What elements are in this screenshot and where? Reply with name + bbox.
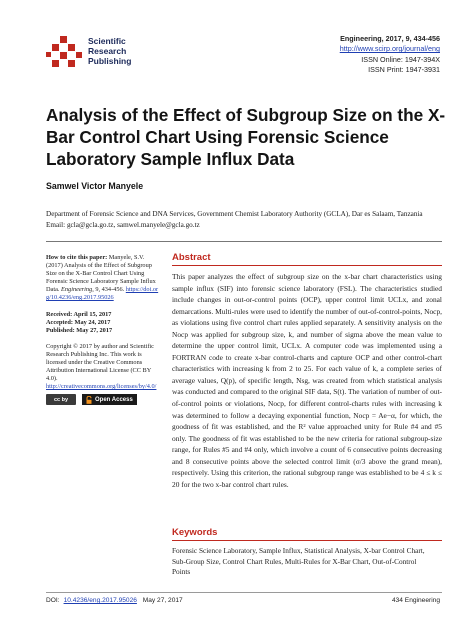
cc-by-license-icon[interactable]: cc by (46, 394, 76, 405)
copyright-notice: Copyright © 2017 by author and Scientific Research Publishing Inc. This work is licensed under the Creative Commons Attribution International License (CC BY 4.0). (46, 342, 154, 383)
open-access-badge: Open Access (82, 394, 137, 405)
abstract-heading: Abstract (172, 252, 211, 263)
author-name: Samwel Victor Manyele (46, 181, 144, 191)
author-email[interactable]: Email: gcla@gcla.go.tz, samwel.manyele@gcla.go.tz (46, 221, 200, 229)
abstract-body (172, 271, 442, 490)
keywords-heading: Keywords (172, 527, 218, 538)
page-footer (46, 597, 187, 604)
license-badges (46, 394, 160, 405)
footer-doi-link[interactable]: 10.4236/eng.2017.95026 (63, 597, 137, 604)
abstract-divider (172, 265, 442, 266)
citation-doi-link[interactable]: https://doi.org/10.4236/eng.2017.95026 (46, 286, 159, 302)
keywords-divider (172, 540, 442, 541)
publisher-name: Scientific Research Publishing (88, 36, 132, 66)
journal-meta (240, 34, 440, 76)
issn-online: ISSN Online: 1947-394X (361, 54, 440, 64)
divider (46, 241, 442, 242)
license-link[interactable]: http://creativecommons.org/licenses/by/4.0/ (46, 383, 157, 391)
received-date: Received: April 15, 2017 (46, 310, 112, 318)
accepted-date: Accepted: May 24, 2017 (46, 318, 111, 326)
journal-citation: Engineering, 2017, 9, 434-456 (340, 34, 440, 43)
citation-block: How to cite this paper: Manyele, S.V. (2017) Analysis of the Effect of Subgroup Size on the X-Bar Control Chart Using Forensic Science Laboratory Sample Influx Data. Engineering, 9, 434-456. https://doi.org/10.4236/eng.2017.95026 (46, 254, 159, 302)
issn-print: ISSN Print: 1947-3931 (368, 65, 440, 75)
doi-label: DOI: (46, 597, 60, 604)
footer-journal: Engineering (404, 597, 440, 604)
open-lock-icon (86, 396, 92, 404)
footer-divider (46, 592, 442, 593)
footer-date: May 27, 2017 (142, 597, 183, 604)
keywords-text: Forensic Science Laboratory, Sample Influx, Statistical Analysis, X-bar Control Chart, Sub-Group Size, Control Chart Rules, Multi-Rules for X-Bar Chart, Out-of-Control Points (172, 546, 425, 577)
publisher-logo-icon (46, 36, 84, 70)
journal-url-link[interactable]: http://www.scirp.org/journal/eng (339, 44, 440, 54)
author-affiliation: Department of Forensic Science and DNA Services, Government Chemist Laboratory Authority (GCLA), Dar es Salaam, Tanzania (46, 210, 423, 218)
published-date: Published: May 27, 2017 (46, 326, 113, 334)
page-number: 434 Engineering (391, 597, 440, 604)
article-title: Analysis of the Effect of Subgroup Size on the X-Bar Control Chart Using Forensic Science Laboratory Sample Influx Data (46, 105, 446, 169)
article-sidebar (46, 254, 160, 405)
abstract-text: This paper analyzes the effect of subgroup size on the x-bar chart characteristics using sample influx (SIF) into forensic science laboratory (FSL). The characteristics studied include changes in out-or-control points (OCP), upper control limit UCLx, and zonal demarcations. Multi-rules were used to identify the number of out-of-control-points, Nocp, as violations using five control chart rules applied separately. A sensitivity analysis on the Nocp was applied for subgroup size, k, and number of sigma above the mean value to determine the upper control limit, UCLx. A computer code was implemented using a FORTRAN code to create x-bar control-charts and capture OCP and other control-chart characteristics with increasing k from 2 to 25. For each value of k, a complete series of average values, Q(p), of specific length, Nsg, was created from which statistical analysis was conducted and compared to the original SIF data, S(t). The variation of number of out-of-control points or violations, Nocp, for different control-charts rules with increasing k was determined to follow a decaying exponential function, Nocp = Ae−α, for which, the goodness of fit was established, and the R² value approached unity for Rule #4 and #5 only. The goodness of fit was established to be the new criteria for rational subgroup-size range, for Rules #5 and #4 only, which involve a count of 6 consecutive points decreasing and 8 consecutive points above the selected control limit (σ/3 above the grand mean), respectively. Using this criterion, the rational subgroup range was established to be 4 ≤ k ≤ 20 for the two x-bar control chart rules. (172, 272, 442, 489)
